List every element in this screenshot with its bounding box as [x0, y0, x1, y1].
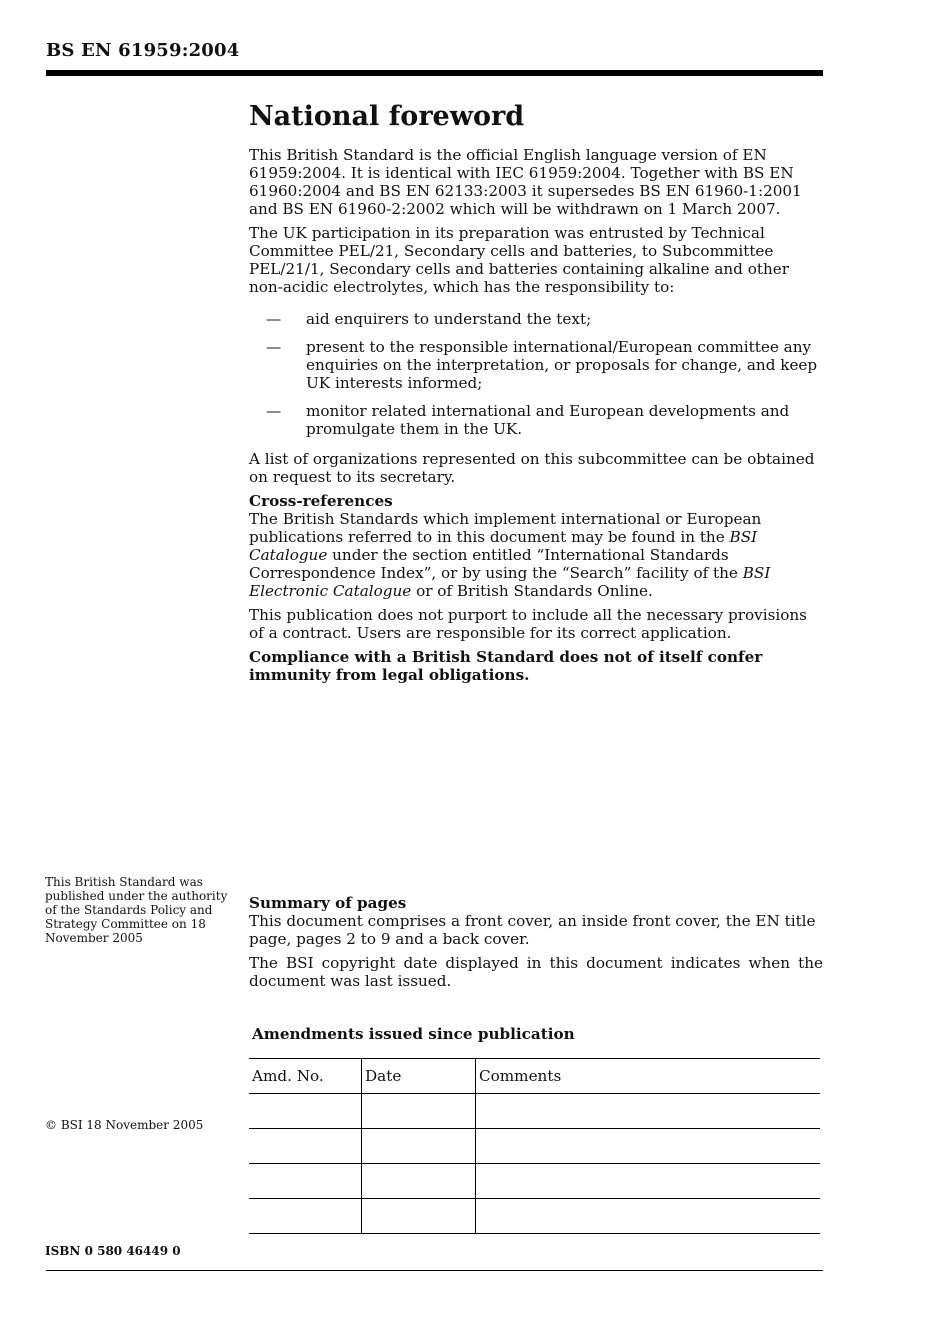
foreword-paragraph-3: A list of organizations represented on this subcommittee can be obtained on request to its secretary. — [249, 450, 815, 486]
dash-marker: — — [266, 402, 282, 420]
table-cell — [476, 1199, 821, 1234]
table-cell — [362, 1129, 476, 1164]
compliance-note: Compliance with a British Standard does not of itself confer immunity from legal obligations. — [249, 648, 763, 684]
list-item — [249, 402, 823, 438]
table-row — [249, 1129, 820, 1164]
summary-paragraph-2: The BSI copyright date displayed in this document indicates when the document was last issued. — [249, 954, 823, 990]
list-item — [249, 310, 823, 328]
amendments-title: Amendments issued since publication — [252, 1025, 575, 1043]
copyright-notice: © BSI 18 November 2005 — [45, 1118, 204, 1132]
summary-paragraph-1: This document comprises a front cover, an inside front cover, the EN title page, pages 2 to 9 and a back cover. — [249, 912, 816, 948]
column-header-comments: Comments — [476, 1059, 821, 1094]
cross-ref-text-1: The British Standards which implement international or European publications referred to in this document may be found in the — [249, 510, 762, 546]
foreword-paragraph-2: The UK participation in its preparation was entrusted by Technical Committee PEL/21, Secondary cells and batteries, to Subcommittee PEL/21/1, Secondary cells and batteries containing alkaline and other non-acidic electrolytes, which has the responsibility to: — [249, 224, 790, 296]
bsi-electronic-catalogue-title: BSI Electronic Catalogue — [249, 564, 771, 600]
summary-section — [249, 894, 823, 996]
summary-heading: Summary of pages — [249, 894, 407, 912]
header-rule — [46, 70, 823, 76]
responsibility-list — [249, 310, 823, 438]
table-cell — [476, 1129, 821, 1164]
footer-rule — [46, 1270, 823, 1271]
list-item — [249, 338, 823, 392]
table-cell — [249, 1164, 362, 1199]
table-cell — [249, 1094, 362, 1129]
column-header-amd-no: Amd. No. — [249, 1059, 362, 1094]
page-title: National foreword — [249, 101, 525, 132]
table-cell — [362, 1094, 476, 1129]
isbn-number: ISBN 0 580 46449 0 — [45, 1244, 181, 1258]
table-row — [249, 1199, 820, 1234]
publication-authority-note: This British Standard was published under the authority of the Standards Policy and Strategy Committee on 18 November 2005 — [45, 875, 228, 945]
cross-ref-text-3: or of British Standards Online. — [411, 582, 653, 600]
column-header-date: Date — [362, 1059, 476, 1094]
table-cell — [362, 1199, 476, 1234]
table-cell — [249, 1199, 362, 1234]
cross-references-heading: Cross-references — [249, 492, 393, 510]
table-cell — [476, 1164, 821, 1199]
table-cell — [476, 1094, 821, 1129]
cross-ref-text-2: under the section entitled “International Standards Correspondence Index”, or by using the “Search” facility of the — [249, 546, 743, 582]
dash-marker: — — [266, 338, 282, 356]
foreword-paragraph-4: This publication does not purport to include all the necessary provisions of a contract. Users are responsible for its correct application. — [249, 606, 807, 642]
table-row — [249, 1094, 820, 1129]
list-item-text: aid enquirers to understand the text; — [306, 310, 592, 328]
dash-marker: — — [266, 310, 282, 328]
list-item-text: monitor related international and European developments and promulgate them in the UK. — [306, 402, 790, 438]
bsi-catalogue-title: BSI Catalogue — [249, 528, 758, 564]
amendments-table — [249, 1058, 820, 1234]
foreword-section — [249, 100, 823, 690]
foreword-paragraph-1: This British Standard is the official English language version of EN 61959:2004. It is identical with IEC 61959:2004. Together with BS EN 61960:2004 and BS EN 62133:2003 it supersedes BS EN 61960-1:2001 and BS EN 61960-2:2002 which will be withdrawn on 1 March 2007. — [249, 146, 802, 218]
table-cell — [249, 1129, 362, 1164]
standard-number: BS EN 61959:2004 — [46, 40, 240, 61]
table-cell — [362, 1164, 476, 1199]
cross-references-paragraph — [249, 510, 823, 600]
list-item-text: present to the responsible international/European committee any enquiries on the interpretation, or proposals for change, and keep UK interests informed; — [306, 338, 818, 392]
table-row — [249, 1164, 820, 1199]
table-header-row — [249, 1059, 820, 1094]
